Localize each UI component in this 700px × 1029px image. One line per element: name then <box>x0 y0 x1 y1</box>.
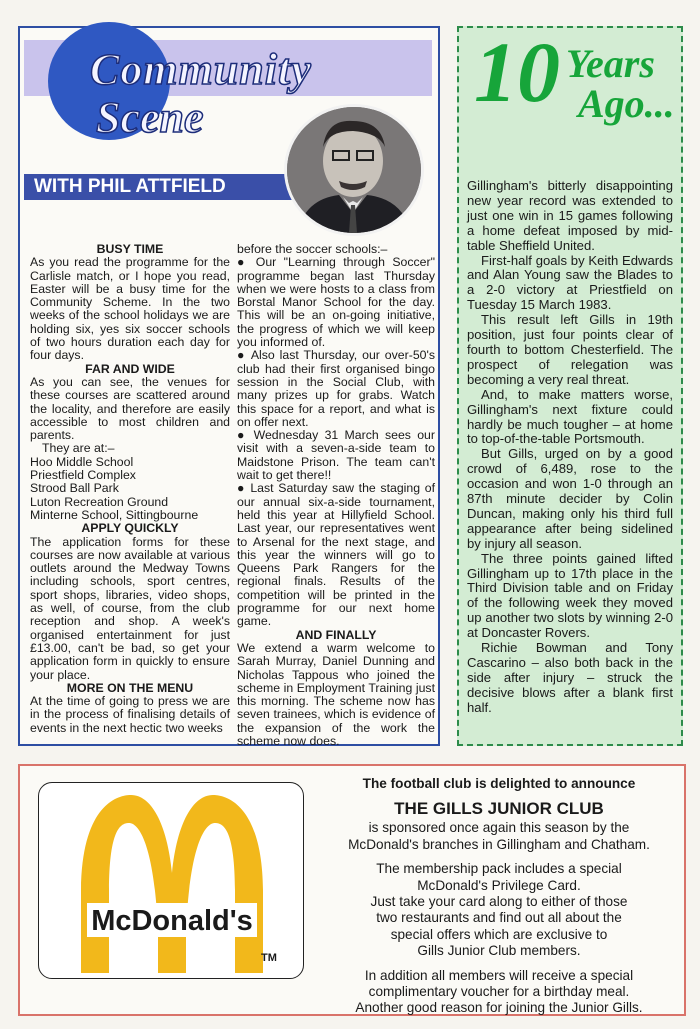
heading-more-on-the-menu: MORE ON THE MENU <box>66 680 194 695</box>
announce-line: The football club is delighted to announce <box>362 776 636 791</box>
paragraph-they-are-at: They are at:– <box>42 441 115 456</box>
byline: WITH PHIL ATTFIELD <box>34 176 226 197</box>
bullet-item: ● Also last Thursday, our over-50's club had their first organised bingo session in the Social Club, with many prizes up for grabs. Watch this space for a report, and what is on offer next. <box>237 349 435 429</box>
title-community: Community <box>90 45 312 94</box>
ten-years-number: 10 <box>474 24 560 120</box>
ad-text-line: two restaurants and find out all about the <box>376 910 622 926</box>
heading-far-and-wide: FAR AND WIDE <box>85 361 175 376</box>
ad-text-line: Just take your card along to either of those <box>370 894 628 910</box>
ten-years-paragraph: The three points gained lifted Gillingham up to 17th place in the Third Division table and on Friday of the following week they moved up another two slots by winning 2-0 at Doncaster Rovers. <box>467 550 673 641</box>
ten-years-paragraph: Richie Bowman and Tony Cascarino – also both back in the side after injury – struck the decisive blows after a blank first half. <box>467 640 673 715</box>
community-column-1 <box>30 243 230 735</box>
ad-text-line: Another good reason for joining the Junior Gills. <box>355 1000 643 1016</box>
bullet-item: ● Our "Learning through Soccer" programme began last Thursday when we were hosts to a class from Borstal Manor School for the day. This will be an on-going initiative, the progress of which we will keep you informed of. <box>237 256 435 349</box>
ten-years-word-years: Years <box>566 41 655 86</box>
portrait-illustration <box>287 107 421 233</box>
paragraph-more-on-the-menu: At the time of going to press we are in the process of finalising details of events in the next hectic two weeks <box>30 694 230 735</box>
venue-item: Priestfield Complex <box>30 468 136 483</box>
golden-arches-icon <box>39 783 304 979</box>
ad-text-line: The membership pack includes a special <box>376 861 622 877</box>
ten-years-paragraph: But Gills, urged on by a good crowd of 6,489, rose to the occasion and won 1-0 through an 87th minute decider by Colin Duncan, making only his third full appearance after being sidelined by injury all season. <box>467 446 673 551</box>
paragraph-apply-quickly: The application forms for these courses are now available at various outlets around the Medway Towns including schools, sport centres, sport shops, libraries, video shops, as well, of course, from the club reception and shop. A week's organised entertainment for just £13.00, can't be bad, so get your application form in quickly to ensure your place. <box>30 534 230 682</box>
heading-and-finally: AND FINALLY <box>295 627 377 642</box>
venue-item: Luton Recreation Ground <box>30 494 169 509</box>
mcdonalds-wordmark: McDonald's <box>91 905 253 937</box>
bullet-item: ● Wednesday 31 March sees our visit with a seven-a-side team to Maidstone Prison. The team can't wait to get there!! <box>237 429 435 482</box>
heading-apply-quickly: APPLY QUICKLY <box>81 521 179 536</box>
ten-years-body <box>467 179 673 716</box>
ad-text-line: McDonald's branches in Gillingham and Chatham. <box>348 836 650 852</box>
author-photo <box>284 104 424 236</box>
heading-busy-time: BUSY TIME <box>96 242 164 256</box>
venue-item: Hoo Middle School <box>30 454 134 469</box>
ad-text-line: complimentary voucher for a birthday meal. <box>368 984 630 1000</box>
ad-text-line: is sponsored once again this season by the <box>368 820 630 836</box>
ad-text-line: Gills Junior Club members. <box>417 943 581 959</box>
title-scene: Scene <box>96 93 204 142</box>
ten-years-word-ago: Ago... <box>578 81 675 126</box>
junior-club-announcement <box>316 776 682 1017</box>
ten-years-paragraph: First-half goals by Keith Edwards and Alan Young saw the Blades to a 2-0 victory at Priestfield on Tuesday 15 March 1983. <box>467 252 673 313</box>
ad-text-line: McDonald's Privilege Card. <box>417 877 581 893</box>
paragraph-before-schools: before the soccer schools:– <box>237 242 388 256</box>
venue-item: Strood Ball Park <box>30 481 119 496</box>
ten-years-paragraph: This result left Gills in 19th position, just four points clear of fourth to bottom Chesterfield. The prospect of relegation was becoming a very real threat. <box>467 312 673 387</box>
paragraph-and-finally: We extend a warm welcome to Sarah Murray, Daniel Dunning and Nicholas Tappous who joined the scheme in Employment Training just this morning. The scheme now has seven trainees, which is evidence of the expansion of the work the scheme now does. <box>237 640 435 748</box>
paragraph-busy-time: As you read the programme for the Carlisle match, or I hope you read, Easter will be a busy time for the Community Scheme. In the two weeks of the school holidays we are holding six, yes six soccer schools of two hours duration each day for four days. <box>30 255 230 363</box>
ten-years-paragraph: Gillingham's bitterly disappointing new year record was extended to just one win in 15 games following a home defeat imposed by mid-table Sheffield United. <box>467 178 673 253</box>
mcdonalds-logo <box>38 782 304 979</box>
bullet-item: ● Last Saturday saw the staging of our annual six-a-side tournament, held this year at Hillyfield School. Last year, our representatives went to Arsenal for the next stage, and this year the winners will go to Queens Park Rangers for the regional finals. Results of the competition will be printed in the programme for our next home game. <box>237 482 435 628</box>
headline: THE GILLS JUNIOR CLUB <box>394 799 604 819</box>
community-column-2 <box>237 243 435 748</box>
ad-text-line: In addition all members will receive a special <box>364 967 634 983</box>
ten-years-paragraph: And, to make matters worse, Gillingham's next fixture could hardly be much tougher – at home to top-of-the-table Portsmouth. <box>467 386 673 447</box>
venue-item: Minterne School, Sittingbourne <box>30 507 199 522</box>
trademark-mark: TM <box>261 952 277 964</box>
ad-text-line: special offers which are exclusive to <box>390 926 608 942</box>
paragraph-far-and-wide: As you can see, the venues for these courses are scattered around the locality, and therefore are easily accessible to most children and parents. <box>30 374 230 443</box>
